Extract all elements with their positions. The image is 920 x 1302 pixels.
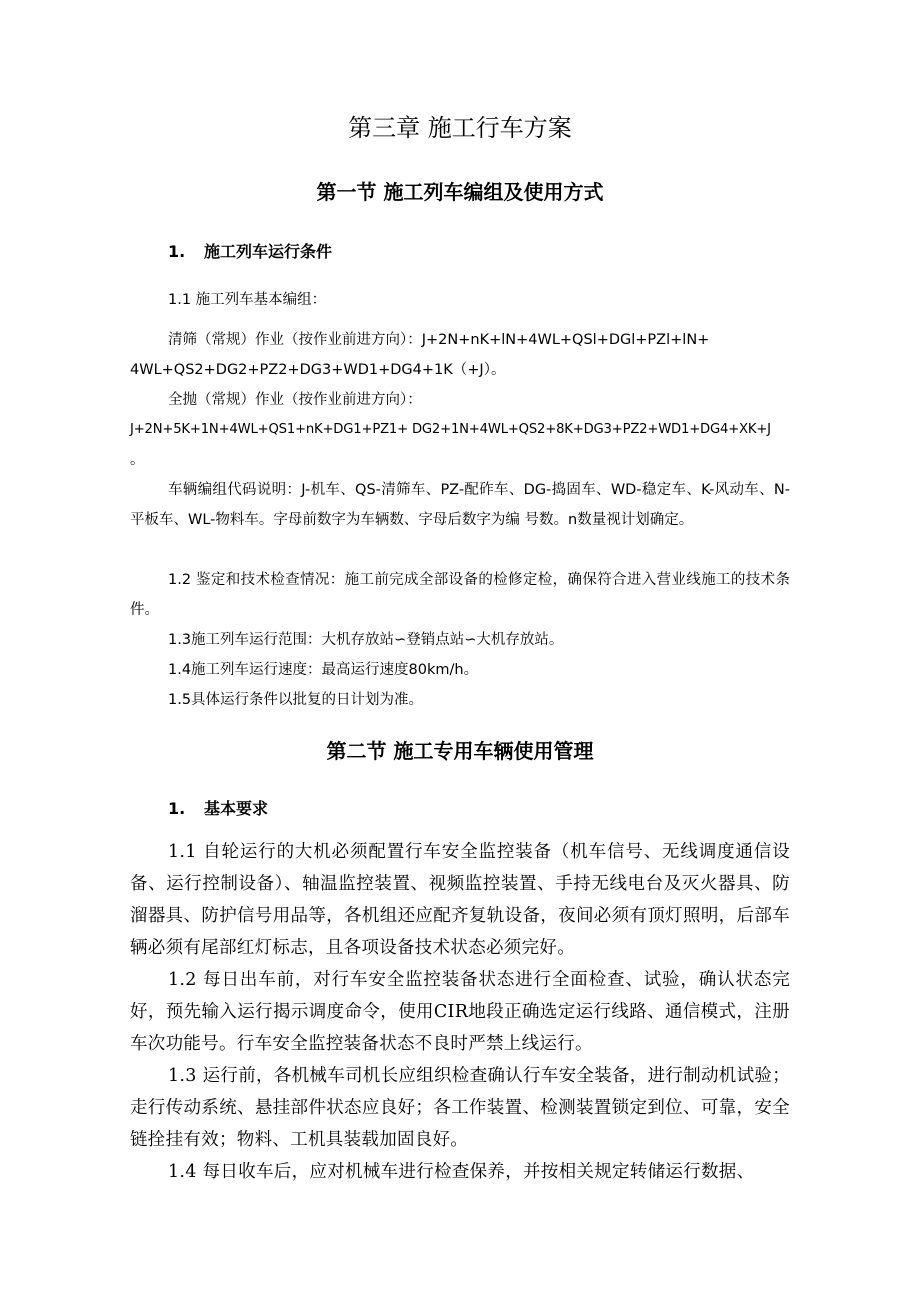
paragraph-1-3: 1.3施工列车运行范围：大机存放站∽登销点站∽大机存放站。	[168, 632, 564, 648]
section1-heading1	[168, 240, 332, 264]
heading-number: 1.	[168, 242, 186, 261]
paragraph-2-1-1: 1.1 自轮运行的大机必须配置行车安全监控装备（机车信号、无线调度通信设备、运行控制设备）、轴温监控装置、视频监控装置、手持无线电台及灭火器具、防溜器具、防护信号用品等，各机组还应配齐复轨设备，夜间必须有顶灯照明，后部车辆必须有尾部红灯标志，且各项设备技术状态必须完好。	[130, 842, 790, 958]
paragraph-quanpao-line3: 。	[130, 452, 145, 468]
heading-number: 1.	[168, 799, 186, 818]
heading-text: 施工列车运行条件	[204, 242, 333, 261]
paragraph-quanpao-line2: J+2N+5K+1N+4WL+QS1+nK+DG1+PZ1+ DG2+1N+4WL+QS2+8K+DG3+PZ2+WD1+DG4+XK+J	[130, 422, 771, 437]
paragraph-1-4: 1.4施工列车运行速度：最高运行速度80km/h。	[168, 662, 479, 678]
paragraph-2-1-4: 1.4 每日收车后，应对机械车进行检查保养，并按相关规定转储运行数据、	[168, 1162, 755, 1182]
paragraph-1-1: 1.1 施工列车基本编组：	[168, 292, 327, 308]
paragraph-1-2: 1.2 鉴定和技术检查情况：施工前完成全部设备的检修定检，确保符合进入营业线施工的技术条件。	[130, 572, 790, 618]
paragraph-quanpao-line1: 全抛（常规）作业（按作业前进方向）：	[168, 392, 422, 408]
paragraph-2-1-3: 1.3 运行前，各机械车司机长应组织检查确认行车安全装备，进行制动机试验；走行传动系统、悬挂部件状态应良好；各工作装置、检测装置锁定到位、可靠，安全链拴挂有效；物料、工机具装载加固良好。	[130, 1066, 790, 1150]
paragraph-vehicle-codes: 车辆编组代码说明：J-机车、QS-清筛车、PZ-配砟车、DG-捣固车、WD-稳定车、K-风动车、N-平板车、WL-物料车。字母前数字为车辆数、字母后数字为编 号数。n数量视计划确定。	[130, 482, 790, 528]
section2-heading1	[168, 797, 268, 821]
paragraph-qingshai-line2: 4WL+QS2+DG2+PZ2+DG3+WD1+DG4+1K（+J）。	[130, 362, 506, 378]
paragraph-2-1-2: 1.2 每日出车前，对行车安全监控装备状态进行全面检查、试验，确认状态完好，预先输入运行揭示调度命令，使用CIR地段正确选定运行线路、通信模式，注册车次功能号。行车安全监控装备状态不良时严禁上线运行。	[130, 970, 790, 1054]
section2-title: 第二节 施工专用车辆使用管理	[326, 739, 594, 763]
section1-title: 第一节 施工列车编组及使用方式	[316, 180, 604, 204]
heading-text: 基本要求	[204, 799, 269, 818]
paragraph-1-5: 1.5具体运行条件以批复的日计划为准。	[168, 692, 424, 708]
chapter-title: 第三章 施工行车方案	[348, 114, 572, 142]
paragraph-qingshai-line1: 清筛（常规）作业（按作业前进方向）：J+2N+nK+lN+4WL+QSl+DGl+PZl+lN+	[168, 332, 710, 348]
